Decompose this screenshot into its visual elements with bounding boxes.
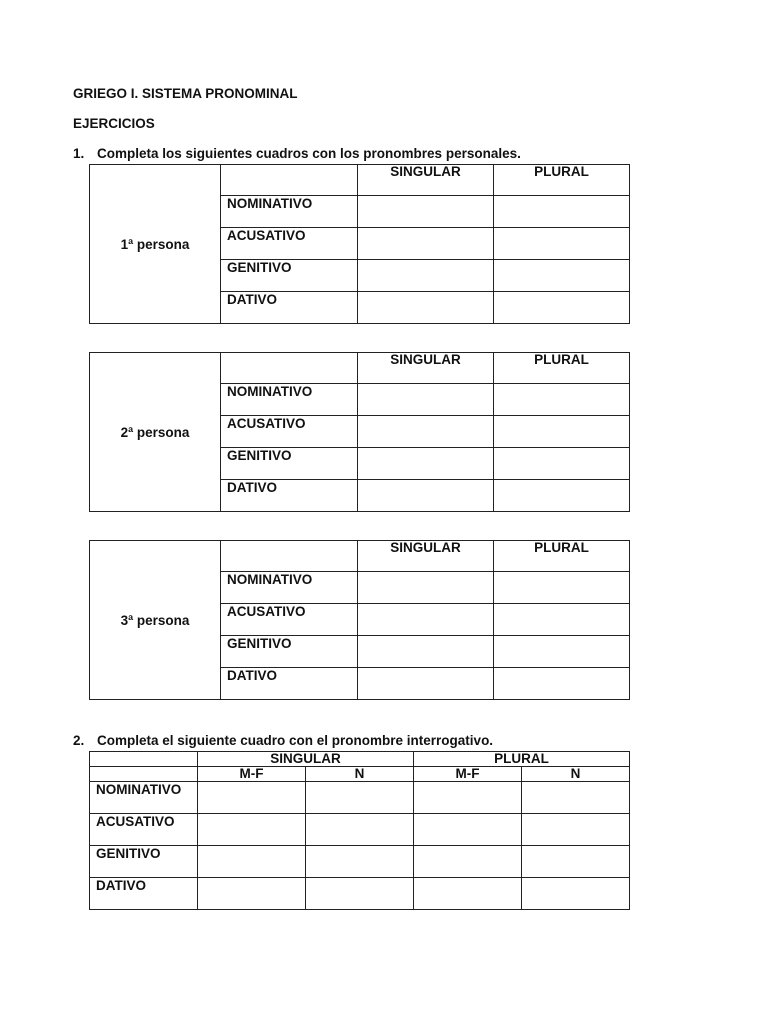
- exercise-2-instruction: [73, 733, 493, 748]
- exercise-1-text: Completa los siguientes cuadros con los pronombres personales.: [97, 146, 521, 161]
- case-label-genitivo: GENITIVO: [90, 846, 198, 878]
- case-label-dativo: DATIVO: [221, 668, 358, 700]
- answer-cell-singular[interactable]: [358, 228, 494, 260]
- answer-cell-plural[interactable]: [494, 604, 630, 636]
- table-header-row: [90, 165, 630, 196]
- exercise-1-number: 1.: [73, 146, 85, 161]
- answer-cell-singular[interactable]: [358, 572, 494, 604]
- singular-n-header: N: [306, 767, 414, 782]
- empty-header-cell: [221, 165, 358, 196]
- empty-header-cell: [90, 767, 198, 782]
- interrogative-pronoun-table: [89, 751, 630, 910]
- table-row: [90, 846, 630, 878]
- pronoun-table-1st-person: [89, 164, 630, 324]
- case-label-dativo: DATIVO: [221, 292, 358, 324]
- answer-cell[interactable]: [198, 814, 306, 846]
- answer-cell[interactable]: [414, 782, 522, 814]
- plural-header: PLURAL: [494, 353, 630, 384]
- case-label-nominativo: NOMINATIVO: [221, 196, 358, 228]
- table-header-row: [90, 752, 630, 767]
- empty-header-cell: [90, 752, 198, 767]
- answer-cell-plural[interactable]: [494, 228, 630, 260]
- answer-cell-plural[interactable]: [494, 572, 630, 604]
- case-label-dativo: DATIVO: [90, 878, 198, 910]
- answer-cell[interactable]: [198, 782, 306, 814]
- section-heading: EJERCICIOS: [73, 116, 155, 131]
- answer-cell[interactable]: [414, 846, 522, 878]
- answer-cell[interactable]: [306, 782, 414, 814]
- plural-n-header: N: [522, 767, 630, 782]
- singular-header: SINGULAR: [198, 752, 414, 767]
- case-label-acusativo: ACUSATIVO: [221, 604, 358, 636]
- table-row: [90, 878, 630, 910]
- case-label-genitivo: GENITIVO: [221, 636, 358, 668]
- plural-header: PLURAL: [494, 541, 630, 572]
- plural-header: PLURAL: [494, 165, 630, 196]
- answer-cell-plural[interactable]: [494, 384, 630, 416]
- singular-mf-header: M-F: [198, 767, 306, 782]
- case-label-acusativo: ACUSATIVO: [221, 416, 358, 448]
- empty-header-cell: [221, 541, 358, 572]
- answer-cell-singular[interactable]: [358, 384, 494, 416]
- singular-header: SINGULAR: [358, 353, 494, 384]
- page-title: GRIEGO I. SISTEMA PRONOMINAL: [73, 86, 298, 101]
- answer-cell-plural[interactable]: [494, 480, 630, 512]
- answer-cell-singular[interactable]: [358, 480, 494, 512]
- answer-cell-singular[interactable]: [358, 416, 494, 448]
- plural-mf-header: M-F: [414, 767, 522, 782]
- empty-header-cell: [221, 353, 358, 384]
- case-label-genitivo: GENITIVO: [221, 260, 358, 292]
- answer-cell[interactable]: [414, 878, 522, 910]
- answer-cell[interactable]: [198, 846, 306, 878]
- table-row: [90, 782, 630, 814]
- plural-header: PLURAL: [414, 752, 630, 767]
- answer-cell-plural[interactable]: [494, 292, 630, 324]
- answer-cell-singular[interactable]: [358, 668, 494, 700]
- case-label-genitivo: GENITIVO: [221, 448, 358, 480]
- answer-cell[interactable]: [306, 878, 414, 910]
- answer-cell-singular[interactable]: [358, 260, 494, 292]
- answer-cell[interactable]: [522, 846, 630, 878]
- answer-cell[interactable]: [414, 814, 522, 846]
- answer-cell-singular[interactable]: [358, 604, 494, 636]
- answer-cell-plural[interactable]: [494, 668, 630, 700]
- answer-cell[interactable]: [522, 782, 630, 814]
- case-label-acusativo: ACUSATIVO: [221, 228, 358, 260]
- person-label: 2ª persona: [90, 353, 221, 512]
- answer-cell-singular[interactable]: [358, 636, 494, 668]
- answer-cell-plural[interactable]: [494, 636, 630, 668]
- pronoun-table-2nd-person: [89, 352, 630, 512]
- answer-cell-plural[interactable]: [494, 196, 630, 228]
- answer-cell-singular[interactable]: [358, 196, 494, 228]
- answer-cell[interactable]: [198, 878, 306, 910]
- answer-cell-plural[interactable]: [494, 448, 630, 480]
- exercise-1-instruction: [73, 146, 521, 161]
- answer-cell-plural[interactable]: [494, 260, 630, 292]
- answer-cell-singular[interactable]: [358, 292, 494, 324]
- answer-cell-plural[interactable]: [494, 416, 630, 448]
- answer-cell[interactable]: [306, 846, 414, 878]
- table-row: [90, 814, 630, 846]
- answer-cell[interactable]: [306, 814, 414, 846]
- pronoun-table-3rd-person: [89, 540, 630, 700]
- case-label-nominativo: NOMINATIVO: [90, 782, 198, 814]
- case-label-acusativo: ACUSATIVO: [90, 814, 198, 846]
- table-header-row: [90, 353, 630, 384]
- person-label: 1ª persona: [90, 165, 221, 324]
- person-label: 3ª persona: [90, 541, 221, 700]
- singular-header: SINGULAR: [358, 541, 494, 572]
- answer-cell[interactable]: [522, 878, 630, 910]
- answer-cell[interactable]: [522, 814, 630, 846]
- case-label-nominativo: NOMINATIVO: [221, 384, 358, 416]
- singular-header: SINGULAR: [358, 165, 494, 196]
- answer-cell-singular[interactable]: [358, 448, 494, 480]
- case-label-dativo: DATIVO: [221, 480, 358, 512]
- table-header-row: [90, 541, 630, 572]
- case-label-nominativo: NOMINATIVO: [221, 572, 358, 604]
- table-subheader-row: [90, 767, 630, 782]
- exercise-2-number: 2.: [73, 733, 85, 748]
- exercise-2-text: Completa el siguiente cuadro con el pronombre interrogativo.: [97, 733, 494, 748]
